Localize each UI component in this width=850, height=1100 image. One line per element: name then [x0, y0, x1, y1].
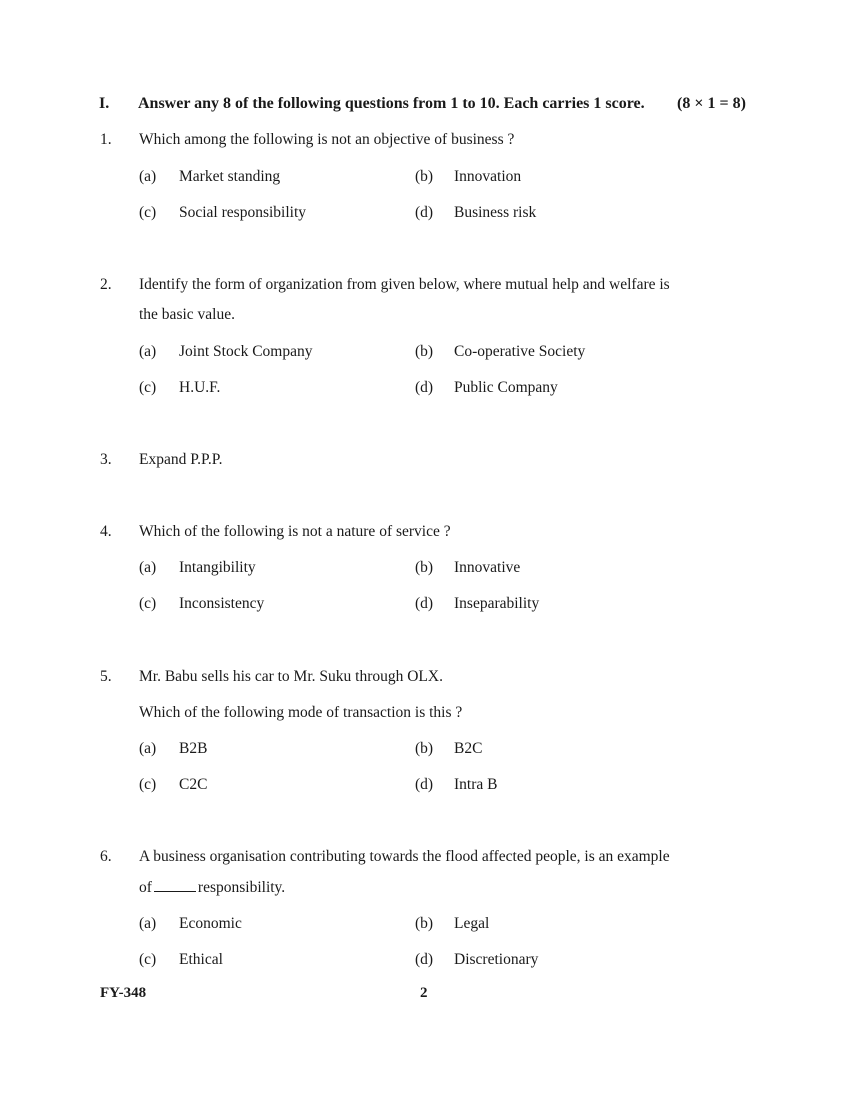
text-suffix: responsibility. — [197, 879, 286, 896]
option-text: Intangibility — [179, 559, 256, 576]
option-letter: (b) — [415, 915, 434, 932]
section-score: (8 × 1 = 8) — [677, 95, 746, 112]
option-letter: (d) — [415, 379, 434, 396]
option-letter: (a) — [139, 559, 157, 576]
option-text: Joint Stock Company — [179, 343, 313, 360]
question-text-line2: Which of the following mode of transaction is this ? — [139, 704, 463, 721]
option-letter: (c) — [139, 595, 157, 612]
option-text: Innovative — [454, 559, 521, 576]
option-letter: (d) — [415, 595, 434, 612]
option-letter: (b) — [415, 559, 434, 576]
option-text: Ethical — [179, 951, 223, 968]
option-letter: (c) — [139, 204, 157, 221]
option-letter: (a) — [139, 168, 157, 185]
section-number: I. — [99, 95, 110, 112]
option-letter: (b) — [415, 343, 434, 360]
option-text: Intra B — [454, 776, 498, 793]
option-text: Public Company — [454, 379, 558, 396]
option-text: Legal — [454, 915, 490, 932]
question-text: Which among the following is not an objective of business ? — [139, 131, 515, 148]
section-instruction: Answer any 8 of the following questions from 1 to 10. Each carries 1 score. — [138, 95, 645, 112]
option-letter: (c) — [139, 951, 157, 968]
question-number: 5. — [100, 668, 112, 685]
option-text: Inseparability — [454, 595, 540, 612]
option-letter: (a) — [139, 343, 157, 360]
option-text: B2C — [454, 740, 483, 757]
option-text: Innovation — [454, 168, 522, 185]
option-text: Economic — [179, 915, 242, 932]
option-text: C2C — [179, 776, 208, 793]
question-text-line2 — [139, 879, 285, 897]
text-prefix: of — [139, 879, 152, 896]
paper-code: FY-348 — [100, 985, 147, 1001]
question-number: 4. — [100, 523, 112, 540]
question-text: Identify the form of organization from given below, where mutual help and welfare is — [139, 276, 670, 293]
question-text-line2: the basic value. — [139, 306, 235, 323]
option-letter: (a) — [139, 740, 157, 757]
option-text: Business risk — [454, 204, 537, 221]
option-text: B2B — [179, 740, 208, 757]
question-number: 2. — [100, 276, 112, 293]
page-number: 2 — [420, 985, 428, 1001]
option-text: Inconsistency — [179, 595, 265, 612]
option-letter: (b) — [415, 740, 434, 757]
option-letter: (c) — [139, 379, 157, 396]
question-number: 1. — [100, 131, 112, 148]
option-letter: (a) — [139, 915, 157, 932]
option-letter: (d) — [415, 951, 434, 968]
option-letter: (c) — [139, 776, 157, 793]
option-text: Discretionary — [454, 951, 539, 968]
question-text: Which of the following is not a nature of service ? — [139, 523, 451, 540]
option-text: Social responsibility — [179, 204, 307, 221]
option-text: Market standing — [179, 168, 281, 185]
question-number: 6. — [100, 848, 112, 865]
option-letter: (d) — [415, 776, 434, 793]
question-text: Mr. Babu sells his car to Mr. Suku through OLX. — [139, 668, 443, 685]
option-letter: (d) — [415, 204, 434, 221]
fill-in-blank — [154, 879, 196, 892]
option-text: Co-operative Society — [454, 343, 586, 360]
option-letter: (b) — [415, 168, 434, 185]
option-text: H.U.F. — [179, 379, 221, 396]
question-text: Expand P.P.P. — [139, 451, 223, 468]
question-text: A business organisation contributing towards the flood affected people, is an example — [139, 848, 670, 865]
question-number: 3. — [100, 451, 112, 468]
